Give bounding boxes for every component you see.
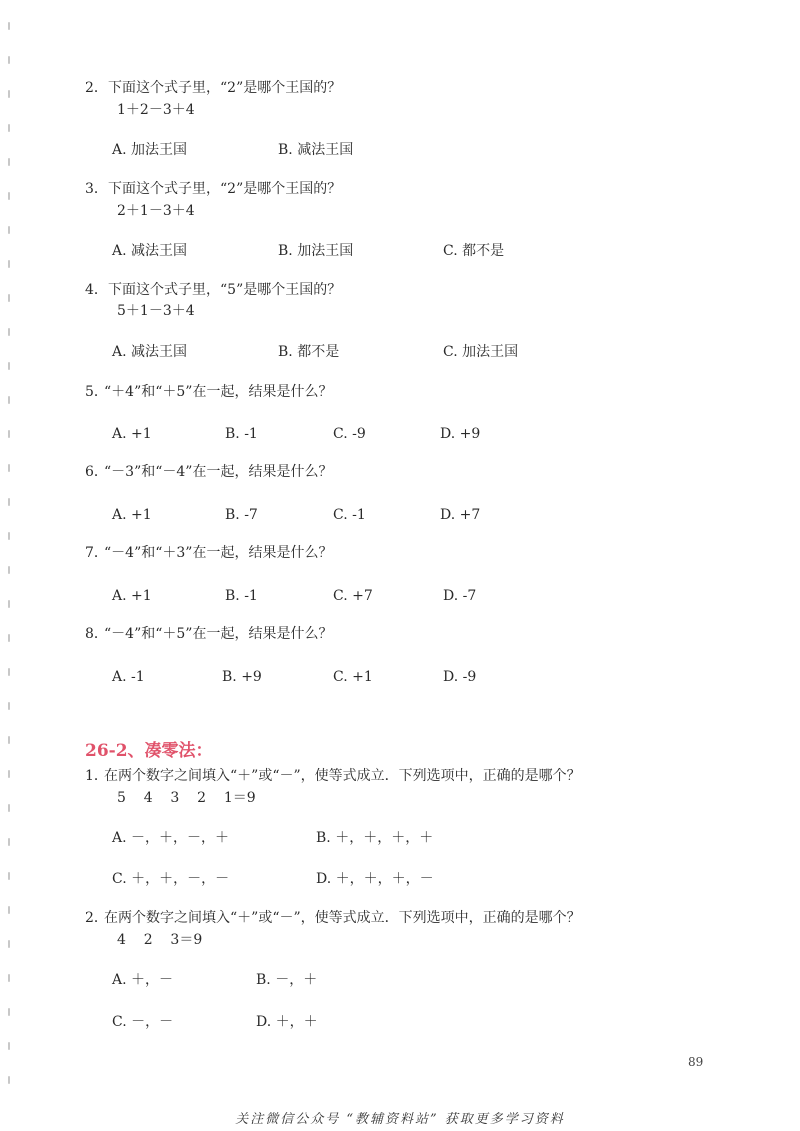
option-c: C. 都不是: [443, 243, 505, 259]
question-expression: 4 2 3＝9: [117, 932, 203, 948]
option-a: A. 加法王国: [112, 142, 188, 158]
question-expression: 5＋1－3＋4: [117, 303, 195, 319]
option-b: B. +9: [222, 669, 262, 685]
option-b: B. ＋，＋，＋，＋: [316, 830, 434, 846]
option-d: D. +9: [440, 426, 481, 442]
question-stem: 下面这个式子里，“5”是哪个王国的？: [108, 282, 342, 298]
option-d: D. -9: [443, 669, 477, 685]
question-stem: 在两个数字之间填入“＋”或“－”，使等式成立．下列选项中，正确的是哪个？: [104, 768, 581, 784]
question-number: 2．: [85, 910, 108, 926]
binding-margin-marks: [8, 0, 12, 1131]
question-number: 7．: [85, 545, 108, 561]
question-number: 8．: [85, 626, 108, 642]
option-b: B. -7: [225, 507, 258, 523]
question-expression: 1＋2－3＋4: [117, 102, 195, 118]
question-stem: “－4”和“＋3”在一起，结果是什么？: [104, 545, 333, 561]
option-b: B. 加法王国: [278, 243, 354, 259]
option-d: D. -7: [443, 588, 477, 604]
question-stem: “－3”和“－4”在一起，结果是什么？: [104, 464, 333, 480]
option-c: C. -1: [333, 507, 366, 523]
question-number: 6．: [85, 464, 108, 480]
option-a: A. +1: [112, 426, 152, 442]
question-number: 4．: [85, 282, 108, 298]
question-stem: 下面这个式子里，“2”是哪个王国的？: [108, 80, 342, 96]
option-c: C. +7: [333, 588, 373, 604]
option-c: C. 加法王国: [443, 344, 519, 360]
page-number: 89: [688, 1055, 704, 1069]
question-number: 2．: [85, 80, 108, 96]
option-c: C. ＋，＋，－，－: [112, 871, 230, 887]
option-a: A. +1: [112, 588, 152, 604]
option-b: B. 都不是: [278, 344, 340, 360]
option-a: A. ＋，－: [112, 972, 174, 988]
option-c: C. +1: [333, 669, 373, 685]
option-a: A. +1: [112, 507, 152, 523]
question-number: 5．: [85, 384, 108, 400]
footer-note: 关注微信公众号 “教辅资料站” 获取更多学习资料: [235, 1112, 565, 1127]
question-stem: 下面这个式子里，“2”是哪个王国的？: [108, 181, 342, 197]
option-b: B. －，＋: [256, 972, 318, 988]
option-d: D. ＋，＋: [256, 1014, 318, 1030]
question-stem: “＋4”和“＋5”在一起，结果是什么？: [104, 384, 333, 400]
option-c: C. －，－: [112, 1014, 174, 1030]
question-number: 3．: [85, 181, 108, 197]
option-b: B. 减法王国: [278, 142, 354, 158]
option-b: B. -1: [225, 588, 258, 604]
question-expression: 5 4 3 2 1＝9: [117, 790, 256, 806]
section-title: 26-2、凑零法：: [85, 741, 213, 761]
option-c: C. -9: [333, 426, 366, 442]
option-d: D. ＋，＋，＋，－: [316, 871, 434, 887]
option-a: A. 减法王国: [112, 344, 188, 360]
option-a: A. -1: [112, 669, 145, 685]
question-expression: 2＋1－3＋4: [117, 203, 195, 219]
option-b: B. -1: [225, 426, 258, 442]
question-stem: “－4”和“＋5”在一起，结果是什么？: [104, 626, 333, 642]
question-number: 1．: [85, 768, 108, 784]
option-d: D. +7: [440, 507, 481, 523]
option-a: A. －，＋，－，＋: [112, 830, 230, 846]
question-stem: 在两个数字之间填入“＋”或“－”，使等式成立．下列选项中，正确的是哪个？: [104, 910, 581, 926]
option-a: A. 减法王国: [112, 243, 188, 259]
